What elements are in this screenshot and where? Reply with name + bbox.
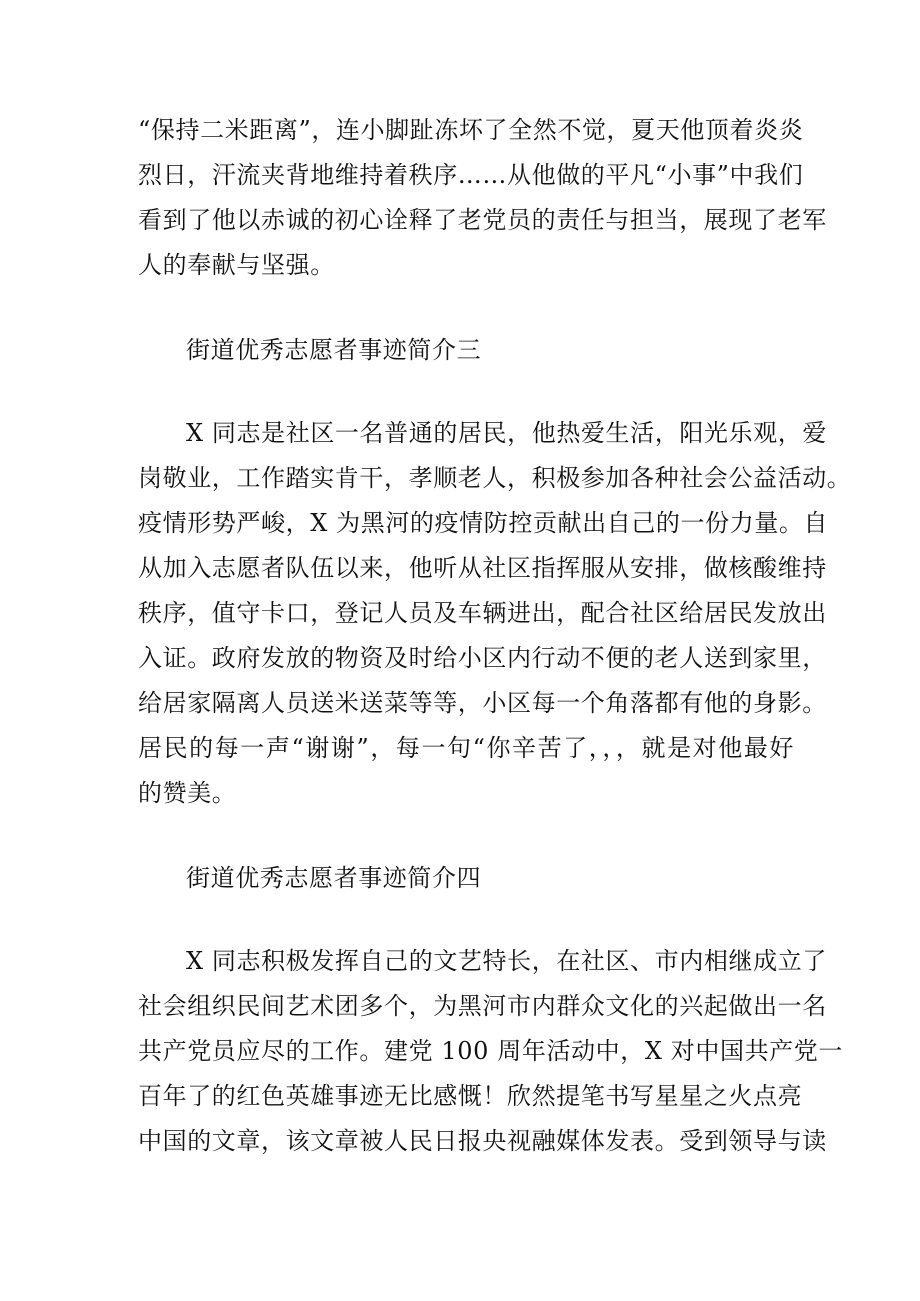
paragraph-line: 共产党员应尽的工作。建党 100 周年活动中，X 对中国共产党一 [138, 1037, 843, 1065]
paragraph-line: 百年了的红色英雄事迹无比感慨！欣然提笔书写星星之火点亮 [138, 1082, 803, 1110]
paragraph-line: 岗敬业，工作踏实肯干，孝顺老人，积极参加各种社会公益活动。 [138, 464, 852, 492]
paragraph-line: 从加入志愿者队伍以来，他听从社区指挥服从安排，做核酸维持 [138, 554, 827, 582]
document-body [138, 108, 852, 1164]
paragraph-line: “保持二米距离”，连小脚趾冻坏了全然不觉，夏天他顶着炎炎 [138, 116, 804, 144]
paragraph-line: 烈日，汗流夹背地维持着秩序……从他做的平凡“小事”中我们 [138, 161, 804, 189]
paragraph-volunteer-4 [138, 939, 843, 1164]
paragraph-continued [138, 108, 827, 288]
section-heading-3: 街道优秀志愿者事迹简介三 [186, 336, 482, 364]
paragraph-line: 入证。政府发放的物资及时给小区内行动不便的老人送到家里， [138, 644, 827, 672]
paragraph-line: 看到了他以赤诚的初心诠释了老党员的责任与担当，展现了老军 [138, 206, 827, 234]
paragraph-line: X 同志是社区一名普通的居民，他热爱生活，阳光乐观，爱 [186, 419, 827, 447]
paragraph-line: 给居家隔离人员送米送菜等等，小区每一个角落都有他的身影。 [138, 689, 827, 717]
paragraph-volunteer-3 [138, 411, 852, 816]
paragraph-line: 秩序，值守卡口，登记人员及车辆进出，配合社区给居民发放出 [138, 599, 827, 627]
section-heading-4: 街道优秀志愿者事迹简介四 [186, 864, 482, 892]
paragraph-line: 居民的每一声“谢谢”，每一句“你辛苦了，，，就是对他最好 [138, 734, 794, 762]
paragraph-line: X 同志积极发挥自己的文艺特长，在社区、市内相继成立了 [186, 947, 827, 975]
paragraph-line: 中国的文章，该文章被人民日报央视融媒体发表。受到领导与读 [138, 1127, 827, 1155]
paragraph-line: 疫情形势严峻，X 为黑河的疫情防控贡献出自己的一份力量。自 [138, 509, 829, 537]
paragraph-line: 的赞美。 [138, 779, 237, 807]
paragraph-line: 人的奉献与坚强。 [138, 251, 335, 279]
paragraph-line: 社会组织民间艺术团多个，为黑河市内群众文化的兴起做出一名 [138, 992, 827, 1020]
